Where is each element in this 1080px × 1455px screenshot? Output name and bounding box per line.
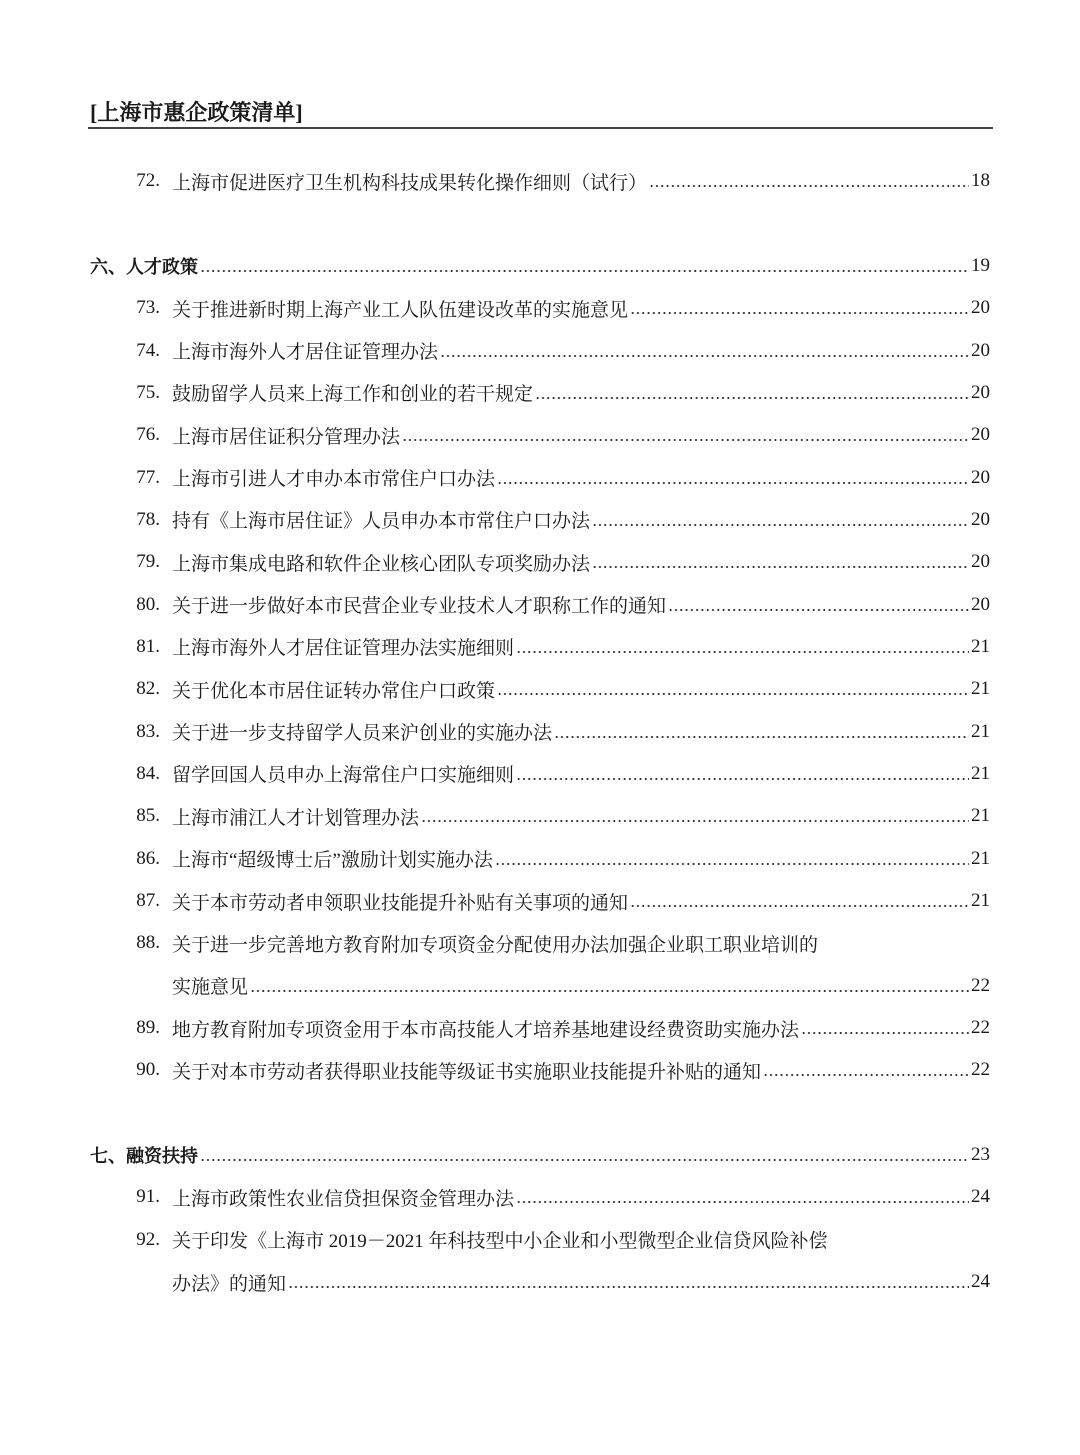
entry-title: 关于优化本市居住证转办常住户口政策 [172,680,496,702]
entry-number: 86. [136,847,160,869]
entry-title: 上海市引进人才申办本市常住户口办法 [172,469,496,491]
header-divider [88,127,993,129]
entry-number: 84. [136,762,160,784]
page-number: 24 [971,1271,990,1293]
entry-title: 关于进一步做好本市民营企业专业技术人才职称工作的通知 [172,596,667,618]
entry-title: 上海市海外人才居住证管理办法实施细则 [172,638,515,660]
entry-number: 88. [136,932,160,954]
toc-entry[interactable] [0,287,1080,329]
dot-leader [516,764,969,784]
toc-entry[interactable] [0,456,1080,498]
dot-leader [535,383,969,403]
page-number: 18 [971,170,990,192]
toc-entry[interactable] [0,583,1080,625]
toc-entry[interactable] [0,372,1080,414]
toc-entry[interactable] [0,541,1080,583]
toc-entry[interactable] [0,1261,1080,1303]
dot-leader [630,298,969,318]
entry-number: 82. [136,678,160,700]
dot-leader [649,171,969,191]
toc-entry[interactable] [0,668,1080,710]
page-number: 21 [971,678,990,700]
page-number: 20 [971,593,990,615]
entry-number: 79. [136,551,160,573]
dot-leader [200,256,969,276]
entry-number: 76. [136,424,160,446]
page-number: 22 [971,1059,990,1081]
dot-leader [554,722,969,742]
entry-number: 87. [136,890,160,912]
entry-number: 72. [136,170,160,192]
entry-title: 上海市促进医疗卫生机构科技成果转化操作细则（试行） [172,172,648,194]
dot-leader [288,1272,969,1292]
toc-section-heading[interactable] [0,245,1080,287]
entry-number: 89. [136,1017,160,1039]
toc-entry[interactable] [0,1219,1080,1261]
toc-entry[interactable] [0,922,1080,964]
page-number: 21 [971,847,990,869]
dot-leader [801,1018,969,1038]
entry-number: 92. [136,1228,160,1250]
entry-title: 关于推进新时期上海产业工人队伍建设改革的实施意见 [172,299,629,321]
page-number: 20 [971,297,990,319]
page-header-title: [上海市惠企政策清单] [90,100,303,125]
entry-title: 持有《上海市居住证》人员申办本市常住户口办法 [172,511,591,533]
toc-entry[interactable] [0,160,1080,202]
entry-title: 实施意见 [172,977,249,999]
dot-leader [497,468,969,488]
entry-title: 上海市集成电路和软件企业核心团队专项奖励办法 [172,553,591,575]
dot-leader [497,679,969,699]
dot-leader [592,552,969,572]
page-number: 20 [971,381,990,403]
page-number: 21 [971,805,990,827]
dot-leader [421,806,969,826]
entry-number: 73. [136,297,160,319]
entry-title: 上海市海外人才居住证管理办法 [172,342,439,364]
entry-number: 81. [136,635,160,657]
dot-leader [495,849,969,869]
toc-entry[interactable] [0,414,1080,456]
page-number: 21 [971,635,990,657]
entry-title: 关于对本市劳动者获得职业技能等级证书实施职业技能提升补贴的通知 [172,1061,762,1083]
entry-title: 上海市“超级博士后”激励计划实施办法 [172,850,493,872]
entry-title: 关于本市劳动者申领职业技能提升补贴有关事项的通知 [172,892,629,914]
entry-number: 75. [136,381,160,403]
toc-entry[interactable] [0,965,1080,1007]
entry-title: 关于印发《上海市 2019－2021 年科技型中小企业和小型微型企业信贷风险补偿 [172,1231,828,1253]
dot-leader [200,1145,969,1165]
page-number: 20 [971,424,990,446]
entry-title: 留学回国人员申办上海常住户口实施细则 [172,765,515,787]
toc-entry[interactable] [0,626,1080,668]
entry-title: 办法》的通知 [172,1273,287,1295]
page-number: 19 [971,254,990,276]
toc-entry[interactable] [0,795,1080,837]
dot-leader [763,1060,969,1080]
page-number: 20 [971,508,990,530]
entry-title: 地方教育附加专项资金用于本市高技能人才培养基地建设经费资助实施办法 [172,1019,800,1041]
entry-number: 91. [136,1186,160,1208]
page-number: 20 [971,339,990,361]
page-number: 21 [971,890,990,912]
section-title: 六、人才政策 [90,256,198,278]
page-number: 22 [971,974,990,996]
entry-title: 鼓励留学人员来上海工作和创业的若干规定 [172,384,534,406]
section-title: 七、融资扶持 [90,1146,198,1168]
toc-entry[interactable] [0,1007,1080,1049]
page-number: 21 [971,762,990,784]
page-number: 20 [971,466,990,488]
toc-entry[interactable] [0,499,1080,541]
entry-title: 上海市浦江人才计划管理办法 [172,807,420,829]
entry-number: 74. [136,339,160,361]
page-number: 24 [971,1186,990,1208]
toc-entry[interactable] [0,329,1080,371]
dot-leader [630,891,969,911]
dot-leader [250,976,969,996]
page-number: 21 [971,720,990,742]
dot-leader [516,1187,969,1207]
dot-leader [440,341,969,361]
toc-entry[interactable] [0,880,1080,922]
dot-leader [402,425,969,445]
page-number: 22 [971,1017,990,1039]
entry-number: 80. [136,593,160,615]
entry-title: 上海市居住证积分管理办法 [172,426,401,448]
entry-number: 77. [136,466,160,488]
toc-entry[interactable] [0,838,1080,880]
toc-entry[interactable] [0,710,1080,752]
entry-number: 78. [136,508,160,530]
toc-entry[interactable] [0,1049,1080,1091]
entry-number: 85. [136,805,160,827]
spacer [0,1092,1080,1134]
dot-leader [516,637,969,657]
entry-title: 上海市政策性农业信贷担保资金管理办法 [172,1188,515,1210]
entry-number: 90. [136,1059,160,1081]
table-of-contents [0,160,1080,1303]
toc-entry[interactable] [0,753,1080,795]
dot-leader [668,595,969,615]
toc-section-heading[interactable] [0,1134,1080,1176]
dot-leader [592,510,969,530]
toc-entry[interactable] [0,1176,1080,1218]
entry-number: 83. [136,720,160,742]
entry-title: 关于进一步完善地方教育附加专项资金分配使用办法加强企业职工职业培训的 [172,934,819,956]
entry-title: 关于进一步支持留学人员来沪创业的实施办法 [172,723,553,745]
page-number: 20 [971,551,990,573]
page-number: 23 [971,1144,990,1166]
spacer [0,202,1080,244]
